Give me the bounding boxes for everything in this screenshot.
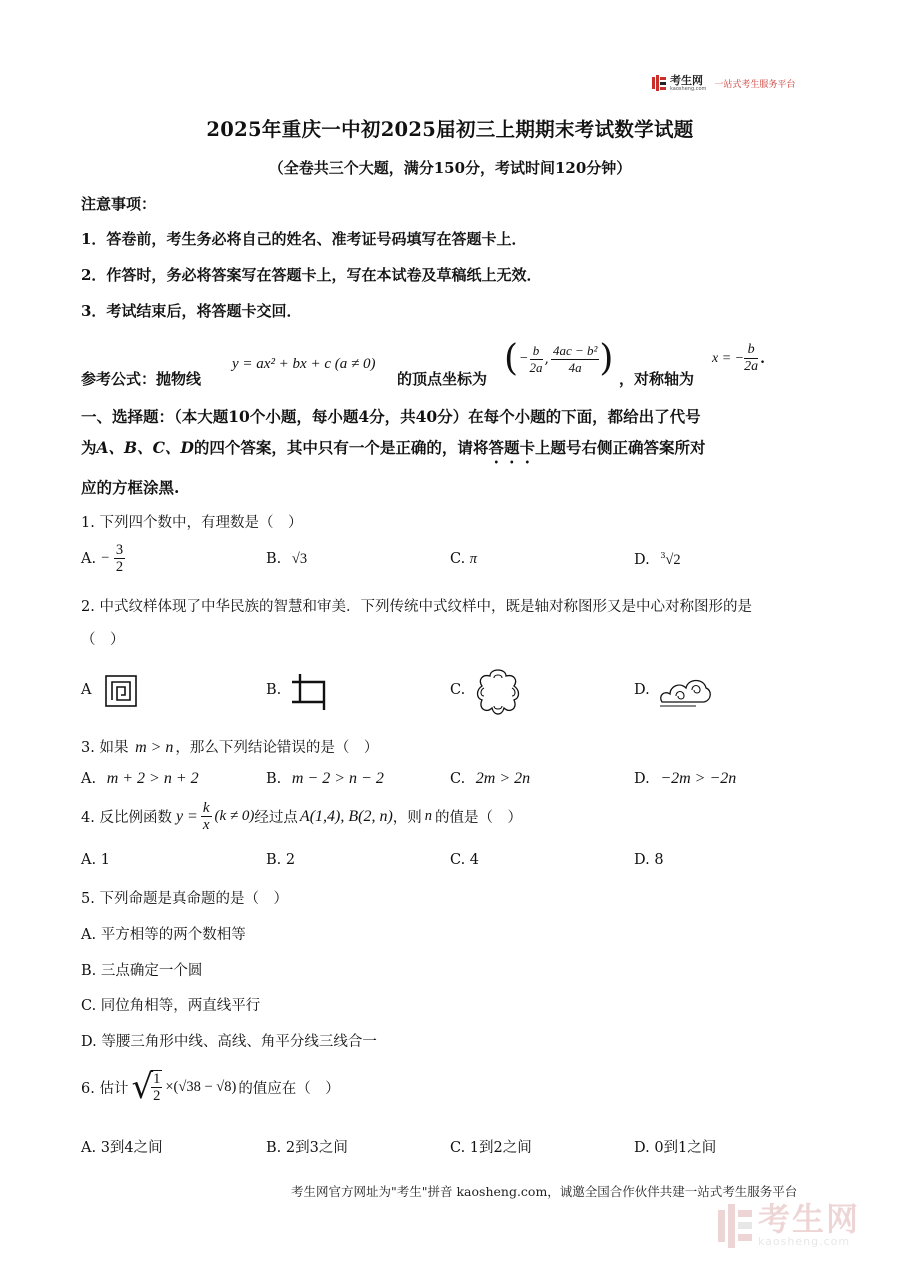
- vertex-y-fraction: [551, 343, 599, 376]
- axis-end: .: [760, 350, 765, 367]
- q1-d-value: √2: [665, 551, 681, 568]
- q1-b-label: B.: [266, 551, 282, 567]
- q1-stem: 1. 下列四个数中，有理数是（ ）: [81, 515, 303, 531]
- q3-a-value: m + 2 > n + 2: [106, 770, 199, 787]
- logo-slogan: 一站式考生服务平台: [714, 79, 796, 90]
- q4-stem: [81, 800, 522, 833]
- formula-vertex-label: 的顶点坐标为: [397, 370, 488, 388]
- q2-d-pattern-icon: [656, 672, 712, 712]
- q1-a-den: 2: [115, 559, 124, 575]
- q4-fn-fraction: [201, 800, 212, 833]
- q4-option-b: B. 2: [266, 852, 296, 868]
- q4-stem-post: ，则: [392, 810, 422, 826]
- logo-name: 考生网: [670, 73, 703, 87]
- q2-stem: 2. 中式纹样体现了中华民族的智慧和审美．下列传统中式纹样中，既是轴对称图形又是中心对称图形的是: [81, 599, 752, 615]
- q6-radicand-fraction: [151, 1070, 162, 1104]
- q2-a-pattern-icon: [104, 674, 138, 708]
- vertex-paren-open: (: [504, 338, 519, 379]
- page-subtitle: （全卷共三个大题，满分150分，考试时间120分钟）: [268, 159, 632, 177]
- q3-option-a: [81, 770, 199, 788]
- q3-option-b: [266, 770, 384, 788]
- formula-label: 参考公式：抛物线: [81, 370, 202, 388]
- q1-d-label: D.: [634, 551, 650, 568]
- watermark-name: 考生网: [758, 1200, 861, 1238]
- q1-b-value: √3: [291, 551, 308, 567]
- q3-option-d: [634, 770, 736, 788]
- q1-option-a: [81, 542, 125, 575]
- q1-option-b: [266, 551, 307, 568]
- watermark-logo-icon: [718, 1204, 752, 1248]
- watermark-text: [758, 1200, 861, 1248]
- q5-option-d: D. 等腰三角形中线、高线、角平分线三线合一: [81, 1034, 377, 1050]
- axis-num: b: [744, 342, 758, 359]
- section1-line2-mid: 的四个答案，其中只有一个是正确的，请将: [193, 438, 489, 457]
- q6-rad-num: 1: [153, 1071, 161, 1087]
- vertex-x-num: b: [530, 343, 543, 360]
- q2-d-label: D.: [634, 682, 650, 698]
- q2-b-label: B.: [266, 682, 282, 698]
- q6-option-d: D. 0到1之间: [634, 1140, 717, 1156]
- q2-c-label: C.: [450, 682, 466, 698]
- q1-d-index: 3: [660, 551, 666, 560]
- section1-line2-post: 上题号右侧正确答案所对: [534, 438, 706, 457]
- notice-heading: 注意事项：: [81, 195, 157, 213]
- logo-text: [670, 75, 706, 92]
- q6-stem-pre: 6. 估计: [81, 1080, 129, 1097]
- q4-option-a: A. 1: [81, 852, 110, 868]
- q4-option-c: C. 4: [450, 852, 480, 868]
- q1-c-value: π: [469, 551, 478, 567]
- q5-option-b: B. 三点确定一个圆: [81, 963, 203, 979]
- q6-option-a: A. 3到4之间: [81, 1140, 163, 1156]
- formula-parabola: y = ax² + bx + c (a ≠ 0): [232, 356, 376, 372]
- formula-axis-label: ，对称轴为: [619, 370, 695, 388]
- notice-item-1: 1．答卷前，考生务必将自己的姓名、准考证号码填写在答题卡上．: [81, 230, 527, 248]
- vertex-y-num: 4ac − b²: [552, 342, 598, 358]
- q1-a-label: A.: [81, 550, 97, 567]
- vertex-minus: −: [519, 351, 529, 366]
- q5-option-c: C. 同位角相等，两直线平行: [81, 998, 261, 1014]
- q1-a-fraction: [114, 542, 125, 575]
- q1-a-sign: −: [100, 550, 110, 566]
- q4-stem-mid: 经过点: [254, 810, 298, 826]
- q3-d-label: D.: [634, 771, 650, 787]
- q4-fn-den: x: [202, 817, 210, 833]
- watermark-site: kaosheng.com: [758, 1235, 851, 1248]
- q6-radical-sign: √: [131, 1067, 154, 1107]
- formula-vertex: [504, 338, 614, 379]
- q4-option-d: D. 8: [634, 852, 664, 868]
- q3-d-value: −2m > −2n: [660, 770, 737, 787]
- q6-option-b: B. 2到3之间: [266, 1140, 348, 1156]
- kaosheng-logo: [652, 73, 795, 93]
- vertex-paren-close: ): [599, 338, 614, 379]
- formula-axis: [712, 342, 765, 375]
- vertex-y-den: 4a: [568, 359, 582, 375]
- q3-c-value: 2m > 2n: [475, 770, 531, 787]
- q2-c-pattern-icon: [472, 666, 524, 718]
- q6-stem: [81, 1067, 340, 1107]
- q5-option-a: A. 平方相等的两个数相等: [81, 927, 246, 943]
- q1-c-label: C.: [450, 551, 466, 567]
- q4-stem-end: 的值是（ ）: [435, 810, 523, 826]
- q3-c-label: C.: [450, 771, 466, 787]
- q1-a-num: 3: [115, 542, 124, 558]
- notice-item-3: 3．考试结束后，将答题卡交回．: [81, 302, 302, 320]
- q2-paren: （ ）: [81, 632, 125, 648]
- q6-expr: ×(√38 − √8): [165, 1078, 237, 1095]
- kaosheng-logo-icon: [652, 75, 666, 91]
- q3-stem-post: ，那么下列结论错误的是（ ）: [175, 740, 379, 756]
- q4-fn-lhs: y =: [175, 807, 198, 825]
- notice-item-2: 2．作答时，务必将答案写在答题卡上，写在本试卷及草稿纸上无效．: [81, 266, 542, 284]
- footer-text: 考生网官方网址为"考生"拼音 kaosheng.com，诚邀全国合作伙伴共建一站式考生服务平台: [291, 1184, 798, 1199]
- axis-den: 2a: [744, 359, 759, 374]
- logo-site: kaosheng.com: [670, 85, 707, 92]
- section1-line3: 应的方框涂黑.: [81, 478, 180, 497]
- q3-stem: [81, 736, 378, 757]
- page-title: 2025年重庆一中初2025届初三上期期末考试数学试题: [206, 118, 694, 141]
- q3-option-c: [450, 770, 530, 788]
- section1-line2: [81, 436, 705, 467]
- q1-option-c: [450, 551, 477, 568]
- q5-stem: 5. 下列命题是真命题的是（ ）: [81, 891, 288, 907]
- q4-stem-pre: 4. 反比例函数: [81, 810, 172, 826]
- q3-b-label: B.: [266, 771, 282, 787]
- axis-lhs: x = −: [712, 350, 745, 366]
- q4-fn-num: k: [202, 800, 210, 816]
- watermark: [718, 1200, 861, 1248]
- vertex-x-den: 2a: [529, 359, 543, 375]
- q3-stem-math: m > n: [135, 739, 174, 756]
- q6-stem-post: 的值应在（ ）: [238, 1080, 340, 1097]
- section1-line2-abcd: A、B、C、D: [96, 438, 194, 457]
- section1-line2-emphasis: 答题卡: [488, 438, 535, 457]
- q1-option-d: [634, 551, 681, 569]
- vertex-x-fraction: [530, 343, 543, 376]
- axis-fraction: [744, 342, 758, 375]
- q2-b-pattern-icon: [288, 672, 328, 712]
- q3-a-label: A.: [81, 771, 97, 787]
- q6-option-c: C. 1到2之间: [450, 1140, 532, 1156]
- q6-rad-den: 2: [153, 1088, 161, 1104]
- q4-fn-cond: (k ≠ 0): [214, 808, 255, 824]
- vertex-comma: ,: [544, 351, 549, 367]
- q2-a-label: A: [81, 682, 92, 698]
- q4-var: n: [424, 808, 433, 824]
- section1-line1: 一、选择题：（本大题10个小题，每小题4分，共40分）在每个小题的下面，都给出了代号: [81, 407, 701, 426]
- q3-stem-pre: 3. 如果: [81, 740, 129, 756]
- q3-b-value: m − 2 > n − 2: [291, 770, 384, 787]
- section1-line2-pre: 为: [81, 438, 97, 457]
- q4-points: A(1,4), B(2, n): [299, 807, 393, 825]
